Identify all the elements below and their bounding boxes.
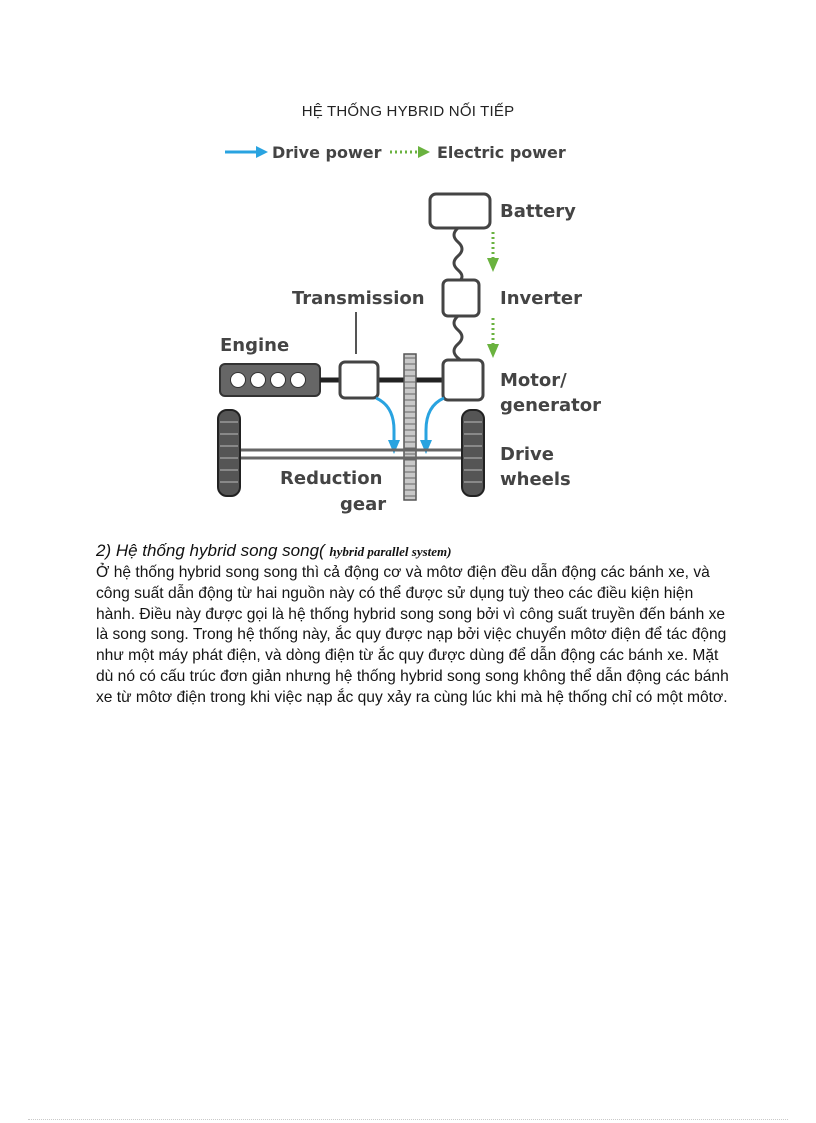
reduction-label-1: Reduction	[280, 468, 383, 489]
transmission-box	[340, 362, 378, 398]
reduction-gear	[404, 354, 416, 500]
drive-arrow-left	[376, 398, 400, 454]
section-heading-vi: 2) Hệ thống hybrid song song(	[96, 541, 330, 560]
motor-label-2: generator	[500, 395, 601, 416]
section-heading	[96, 541, 736, 561]
right-wheel	[462, 410, 484, 496]
inverter-label: Inverter	[500, 288, 583, 309]
drive-wheels-label-1: Drive	[500, 444, 554, 465]
reduction-label-2: gear	[340, 494, 387, 515]
electric-arrow-1	[487, 232, 499, 272]
section-parallel-hybrid	[96, 541, 736, 709]
legend-electric-power	[390, 143, 566, 162]
section-paragraph: Ở hệ thống hybrid song song thì cả động cơ và môtơ điện đều dẫn động các bánh xe, và công suất dẫn động từ hai nguồn này có thể được sử dụng tuỳ theo các điều kiện hiện hành. Điều này được gọi là hệ thống hybrid song song bởi vì công suất truyền đến bánh xe là song song. Trong hệ thống này, ắc quy được nạp bởi việc chuyển môtơ điện để tác động như một máy phát điện, và dòng điện từ ắc quy được dùng để dẫn động các bánh xe. Mặt dù nó có cấu trúc đơn giản nhưng hệ thống hybrid song song không thể dẫn động các bánh xe từ môtơ điện trong khi việc nạp ắc quy xảy ra cùng lúc khi mà hệ thống chỉ có một môtơ.	[96, 564, 729, 706]
inverter-box	[443, 280, 479, 316]
legend-drive-label: Drive power	[272, 143, 382, 162]
battery-inverter-wire	[454, 228, 462, 282]
electric-arrow-2	[487, 318, 499, 358]
hybrid-diagram	[200, 132, 630, 532]
transmission-label: Transmission	[292, 288, 425, 309]
motor-generator-box	[443, 360, 483, 400]
legend-drive-power	[225, 143, 382, 162]
page-bottom-rule	[28, 1119, 788, 1120]
section-heading-en: hybrid parallel system)	[329, 544, 452, 559]
left-wheel	[218, 410, 240, 496]
legend-electric-label: Electric power	[437, 143, 566, 162]
battery-box	[430, 194, 490, 228]
drive-wheels-label-2: wheels	[500, 469, 571, 490]
drive-arrow-right	[420, 398, 444, 454]
engine-label: Engine	[220, 335, 290, 356]
motor-label-1: Motor/	[500, 370, 567, 391]
battery-label: Battery	[500, 201, 576, 222]
figure-title: HỆ THỐNG HYBRID NỐI TIẾP	[301, 103, 515, 120]
